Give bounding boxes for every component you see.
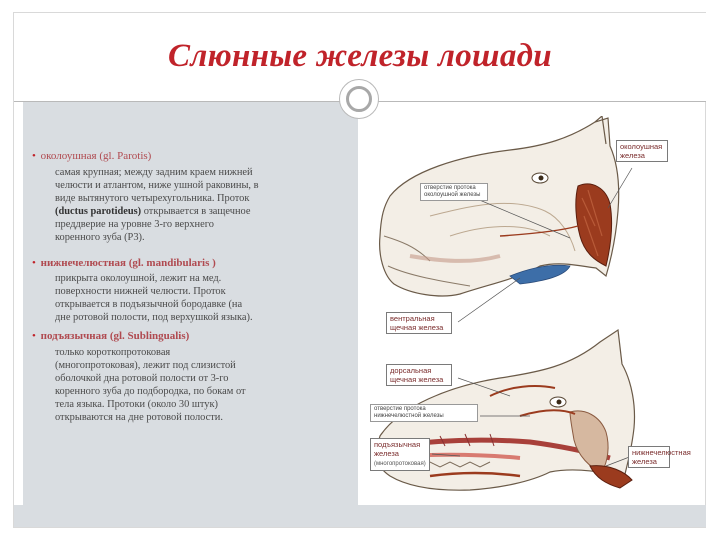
body-line: коренного зуба до подбородка, по бокам от	[55, 386, 246, 397]
heading-name: нижнечелюстная	[40, 257, 126, 269]
heading-latin: (gl. Sublingualis)	[109, 330, 190, 342]
body-line-with-term	[55, 205, 259, 218]
sublingual-title: подъязычная железа	[374, 440, 421, 458]
section-heading-parotis	[32, 150, 151, 163]
bullet-icon: •	[32, 150, 36, 162]
duct-term: (ductus parotideus)	[55, 206, 142, 217]
body-line: преддверие на уровне 3-го верхнего	[55, 219, 214, 230]
heading-latin: (gl. Parotis)	[99, 150, 152, 162]
body-line: коренного зуба (Р3).	[55, 232, 145, 243]
bullet-icon: •	[32, 330, 36, 342]
label-dorsal-buccal-gland: дорсальная щечная железа	[386, 364, 452, 386]
sublingual-subtitle: (многопротоковая)	[374, 461, 426, 467]
section-heading-mandibularis	[32, 257, 216, 270]
slide-title: Слюнные железы лошади	[168, 38, 552, 74]
body-line: оболочкой дна ротовой полости от 3-го	[55, 373, 229, 384]
body-line: (многопротоковая), лежит под слизистой	[55, 360, 236, 371]
bullet-icon: •	[32, 257, 36, 269]
body-line: дне ротовой полости, под верхушкой языка).	[55, 312, 253, 323]
label-mandibular-gland: нижнечелюстная железа	[628, 446, 670, 468]
body-line: самая крупная; между задним краем нижней	[55, 167, 253, 178]
body-line: открывается в подъязычной бородавке (на	[55, 299, 243, 310]
section-body-parotis	[55, 166, 259, 244]
bottom-bar	[14, 505, 706, 527]
body-line: поверхности нижней челюсти. Проток	[55, 286, 226, 297]
section-body-sublingualis	[55, 346, 246, 424]
label-parotid-gland: околоушная железа	[616, 140, 668, 162]
label-ventral-buccal-gland: вентральная щечная железа	[386, 312, 452, 334]
body-line: прикрыта околоушной, лежит на мед.	[55, 273, 222, 284]
label-sublingual-gland	[370, 438, 430, 471]
body-line: только короткопротоковая	[55, 347, 171, 358]
section-body-mandibularis	[55, 272, 253, 324]
horse-illustrations	[370, 116, 670, 492]
horse-head-top-illustration	[380, 116, 619, 296]
horse-anatomy-figure	[370, 116, 691, 492]
left-band	[14, 102, 23, 527]
heading-latin: (gl. mandibularis )	[128, 257, 216, 269]
label-parotid-duct: отверстие протока околоушной железы	[420, 183, 488, 201]
duct-term-rest: открывается в защечное	[141, 206, 251, 217]
section-heading-sublingualis	[32, 330, 189, 343]
label-mandibular-duct: отверстие протока нижнечелюстной железы	[370, 404, 478, 422]
body-line: челюсти и атлантом, ниже ушной раковины, в	[55, 180, 259, 191]
heading-name: околоушная	[40, 150, 97, 162]
ring-inner	[346, 86, 372, 112]
body-line: виде вытянутого четырехугольника. Проток	[55, 193, 250, 204]
body-line: тела языка. Протоки (около 30 штук)	[55, 399, 218, 410]
title-ring-ornament	[339, 79, 379, 119]
body-line: открываются на дне ротовой полости.	[55, 412, 223, 423]
heading-name: подъязычная	[40, 330, 108, 342]
